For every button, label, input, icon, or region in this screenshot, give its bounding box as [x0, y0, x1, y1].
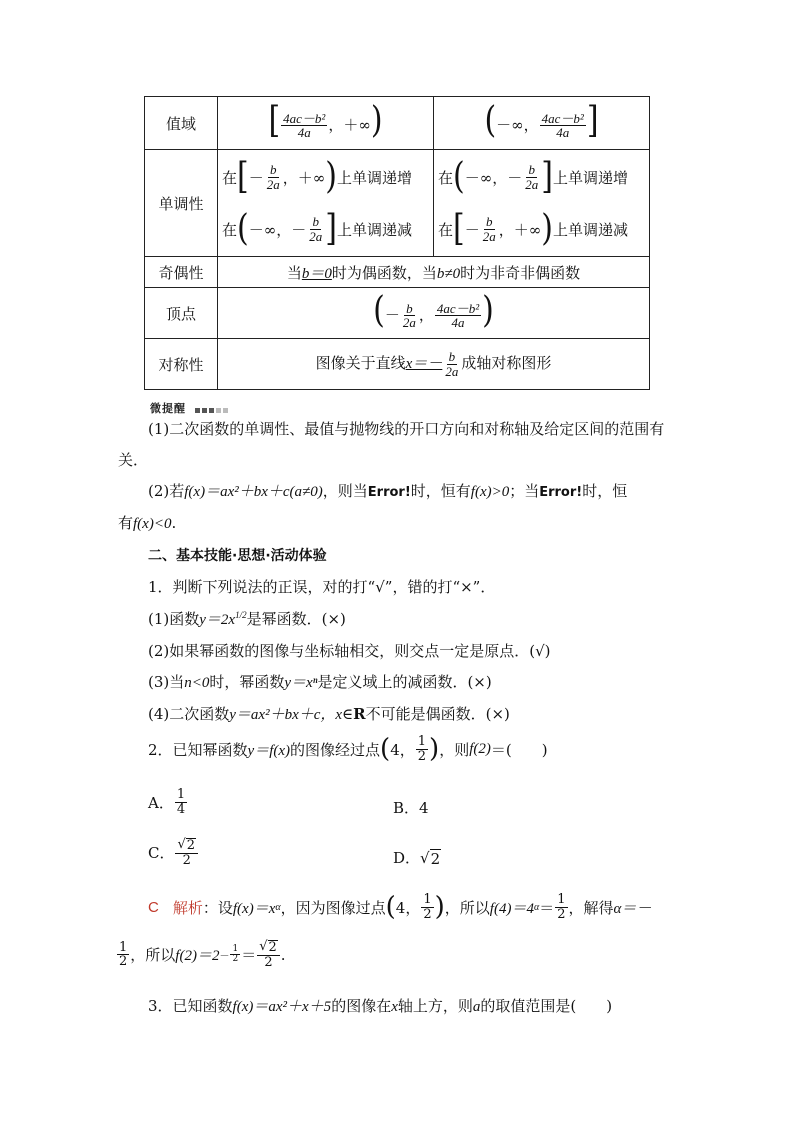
table-row-monotonicity — [145, 150, 650, 257]
option-d[interactable]: D．√ 2 — [393, 849, 441, 868]
symmetry-content: 图像关于直线x＝－ $\frac{b}{2a}$ 成轴对称图形 — [218, 339, 650, 390]
question-1-item-1: (1)函数$y=2x^{1/2}$是幂函数．(×) — [148, 610, 346, 628]
question-1-item-3: (3)当n<0时，幂函数y＝xⁿ是定义域上的减函数．(×) — [148, 673, 492, 691]
answer-line-2: $\frac{1}{2}$ ，所以 f(2)＝2 － $\frac{1}{2}$ ＝ √ 2 2 . — [119, 939, 286, 970]
tip-heading: 微提醒 — [150, 400, 230, 416]
option-b[interactable]: B．4 — [393, 799, 429, 817]
row-label-parity: 奇偶性 — [145, 257, 218, 288]
parity-content: 当b＝0时为偶函数，当b≠0时为非奇非偶函数 — [218, 257, 650, 288]
note-1: (1)二次函数的单调性、最值与抛物线的开口方向和对称轴及给定区间的范围有关． — [118, 420, 665, 469]
question-1-item-2: (2)如果幂函数的图像与坐标轴相交，则交点一定是原点．(√) — [148, 642, 551, 660]
row-label-monotonicity: 单调性 — [145, 150, 218, 257]
monotonicity-a-negative: 在 ( －∞，－ $\frac{b}{2a}$ ] 上单调递增 在 [ － $\frac{b}{2a}$ ，＋∞ ) 上单调递减 — [434, 150, 650, 257]
vertex-content: (－ $\frac{b}{2a}$ ， $\frac{\text{4ac－b²}}{4a}$ ) — [218, 288, 650, 339]
properties-table — [144, 96, 650, 390]
table-row-symmetry — [145, 339, 650, 390]
question-1: 1．判断下列说法的正误，对的打“√”，错的打“×”． — [148, 578, 496, 596]
monotonicity-a-positive: 在 [ － $\frac{b}{2a}$ ，＋∞ ) 上单调递增 在 ( －∞，－ $\frac{b}{2a}$ ] 上单调递减 — [218, 150, 434, 257]
option-c[interactable]: C． √ 2 2 — [148, 838, 199, 867]
question-3: 3．已知函数f(x)＝ax²＋x＋5的图像在x轴上方，则a的取值范围是( ) — [148, 997, 613, 1015]
range-a-positive: [ $\frac{\text{4ac－b²}}{4a}$ ，＋∞) — [218, 97, 434, 150]
row-label-vertex: 顶点 — [145, 288, 218, 339]
table-row-parity — [145, 257, 650, 288]
row-label-symmetry: 对称性 — [145, 339, 218, 390]
table-row-vertex — [145, 288, 650, 339]
note-2: (2)若f(x)＝ax²＋bx＋c(a≠0)，则当Error!时，恒有f(x)>0；当Error!时，恒 有f(x)<0. — [118, 482, 628, 532]
option-a[interactable]: A． $\frac{1}{4}$ — [148, 787, 186, 817]
row-label-range: 值域 — [145, 97, 218, 150]
question-1-item-4: (4)二次函数y＝ax²＋bx＋c，x∈R不可能是偶函数．(×) — [148, 705, 510, 723]
section-heading: 二、基本技能·思想·活动体验 — [148, 548, 327, 564]
answer-line-1: C 解析 ：设 f(x)＝x α ，因为图像过点 ( 4， $\frac{1}{2}$ ) ，所以 f(4)＝4 α ＝ $\frac{1}{2}$ ，解得 α＝－ — [148, 892, 652, 923]
table-row-range — [145, 97, 650, 150]
question-2: 2．已知幂函数 y＝f(x) 的图像经过点 ( 4， $\frac{1}{2}$ ) ，则 f(2) ＝( ) — [148, 734, 548, 765]
range-a-negative: (－∞， $\frac{\text{4ac－b²}}{4a}$ ] — [434, 97, 650, 150]
